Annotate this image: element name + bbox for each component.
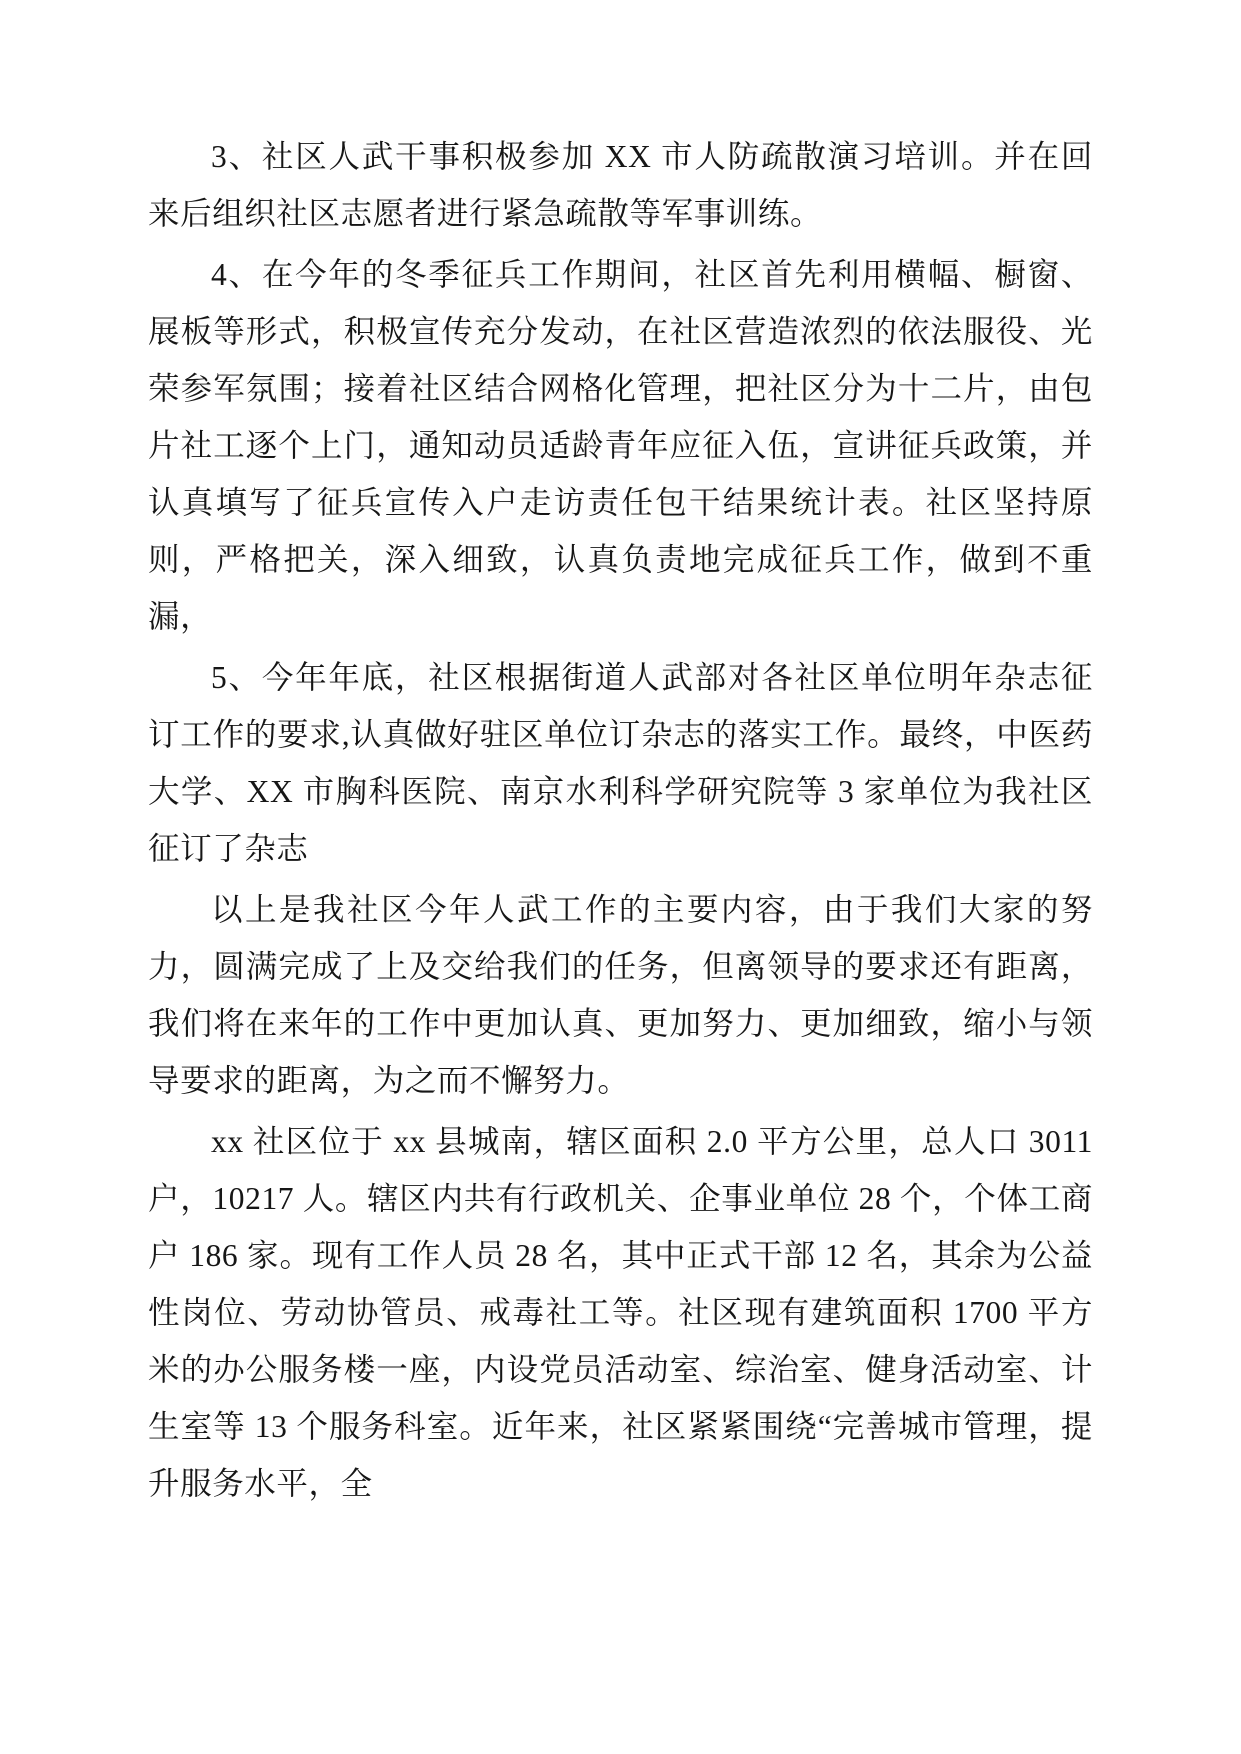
paragraph-item-4: 4、在今年的冬季征兵工作期间，社区首先利用横幅、橱窗、展板等形式，积极宣传充分发动，在社区营造浓烈的依法服役、光荣参军氛围；接着社区结合网格化管理，把社区分为十二片，由包片社工逐个上门，通知动员适龄青年应征入伍，宣讲征兵政策，并认真填写了征兵宣传入户走访责任包干结果统计表。社区坚持原则，严格把关，深入细致，认真负责地完成征兵工作，做到不重漏， xyxy=(148,257,1093,634)
paragraph-community-overview: xx 社区位于 xx 县城南，辖区面积 2.0 平方公里，总人口 3011 户，10217 人。辖区内共有行政机关、企事业单位 28 个，个体工商户 186 家。现有工作人员 28 名，其中正式干部 12 名，其余为公益性岗位、劳动协管员、戒毒社工等。社区现有建筑面积 1700 平方米的办公服务楼一座，内设党员活动室、综治室、健身活动室、计生室等 13 个服务科室。近年来，社区紧紧围绕“完善城市管理，提升服务水平，全 xyxy=(148,1124,1093,1501)
paragraph-item-3: 3、社区人武干事积极参加 XX 市人防疏散演习培训。并在回来后组织社区志愿者进行紧急疏散等军事训练。 xyxy=(148,139,1093,231)
paragraph-item-5: 5、今年年底，社区根据街道人武部对各社区单位明年杂志征订工作的要求,认真做好驻区单位订杂志的落实工作。最终，中医药大学、XX 市胸科医院、南京水利科学研究院等 3 家单位为我社区征订了杂志 xyxy=(148,660,1093,866)
document-body xyxy=(148,128,1093,1512)
paragraph-summary: 以上是我社区今年人武工作的主要内容，由于我们大家的努力，圆满完成了上及交给我们的任务，但离领导的要求还有距离，我们将在来年的工作中更加认真、更加努力、更加细致，缩小与领导要求的距离，为之而不懈努力。 xyxy=(148,892,1093,1098)
